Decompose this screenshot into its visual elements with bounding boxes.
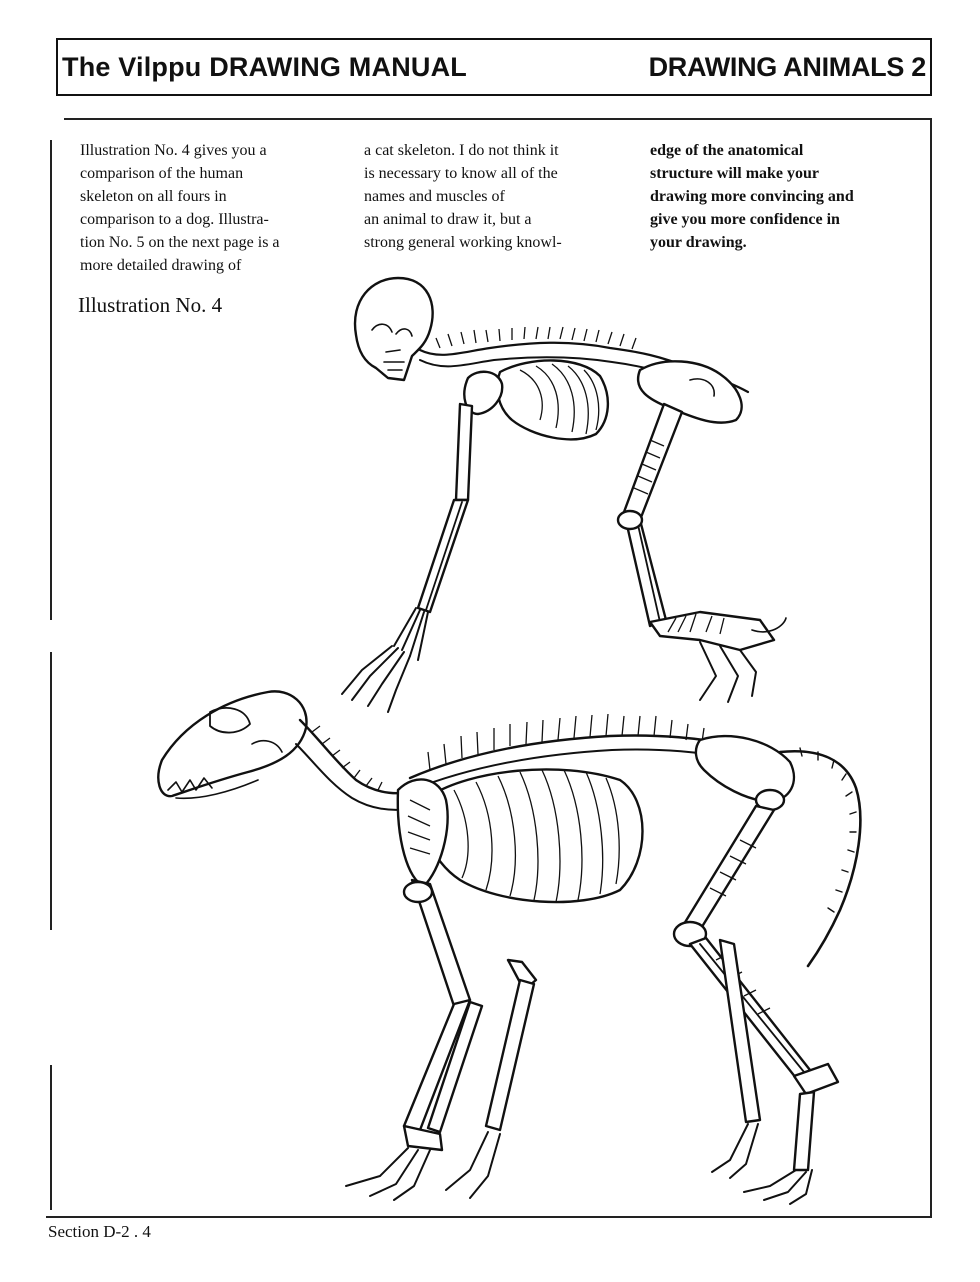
text-line: tion No. 5 on the next page is a <box>80 234 280 251</box>
text-line: skeleton on all fours in <box>80 188 227 205</box>
human-skeleton-drawing <box>342 278 786 712</box>
section-title: DRAWING ANIMALS 2 <box>648 52 926 82</box>
text-line: comparison of the human <box>80 165 244 182</box>
text-line: give you more confidence in <box>650 211 840 228</box>
text-line: is necessary to know all of the <box>364 165 558 182</box>
text-line: Illustration No. 4 gives you a <box>80 142 267 159</box>
text-line: structure will make your <box>650 165 820 182</box>
illustration-caption: Illustration No. 4 <box>78 293 223 317</box>
text-line: your drawing. <box>650 234 747 251</box>
text-line: edge of the anatomical <box>650 142 804 159</box>
dog-skeleton-drawing <box>158 691 860 1204</box>
text-line: more detailed drawing of <box>80 257 242 274</box>
text-line: names and muscles of <box>364 188 505 205</box>
text-line: an animal to draw it, but a <box>364 211 532 228</box>
page-footer: Section D-2 . 4 <box>48 1222 151 1241</box>
manual-title: The Vilppu DRAWING MANUAL <box>62 52 467 82</box>
text-line: comparison to a dog. Illustra- <box>80 211 269 228</box>
text-line: strong general working knowl- <box>364 234 562 251</box>
text-line: drawing more convincing and <box>650 188 854 205</box>
text-line: a cat skeleton. I do not think it <box>364 142 559 159</box>
